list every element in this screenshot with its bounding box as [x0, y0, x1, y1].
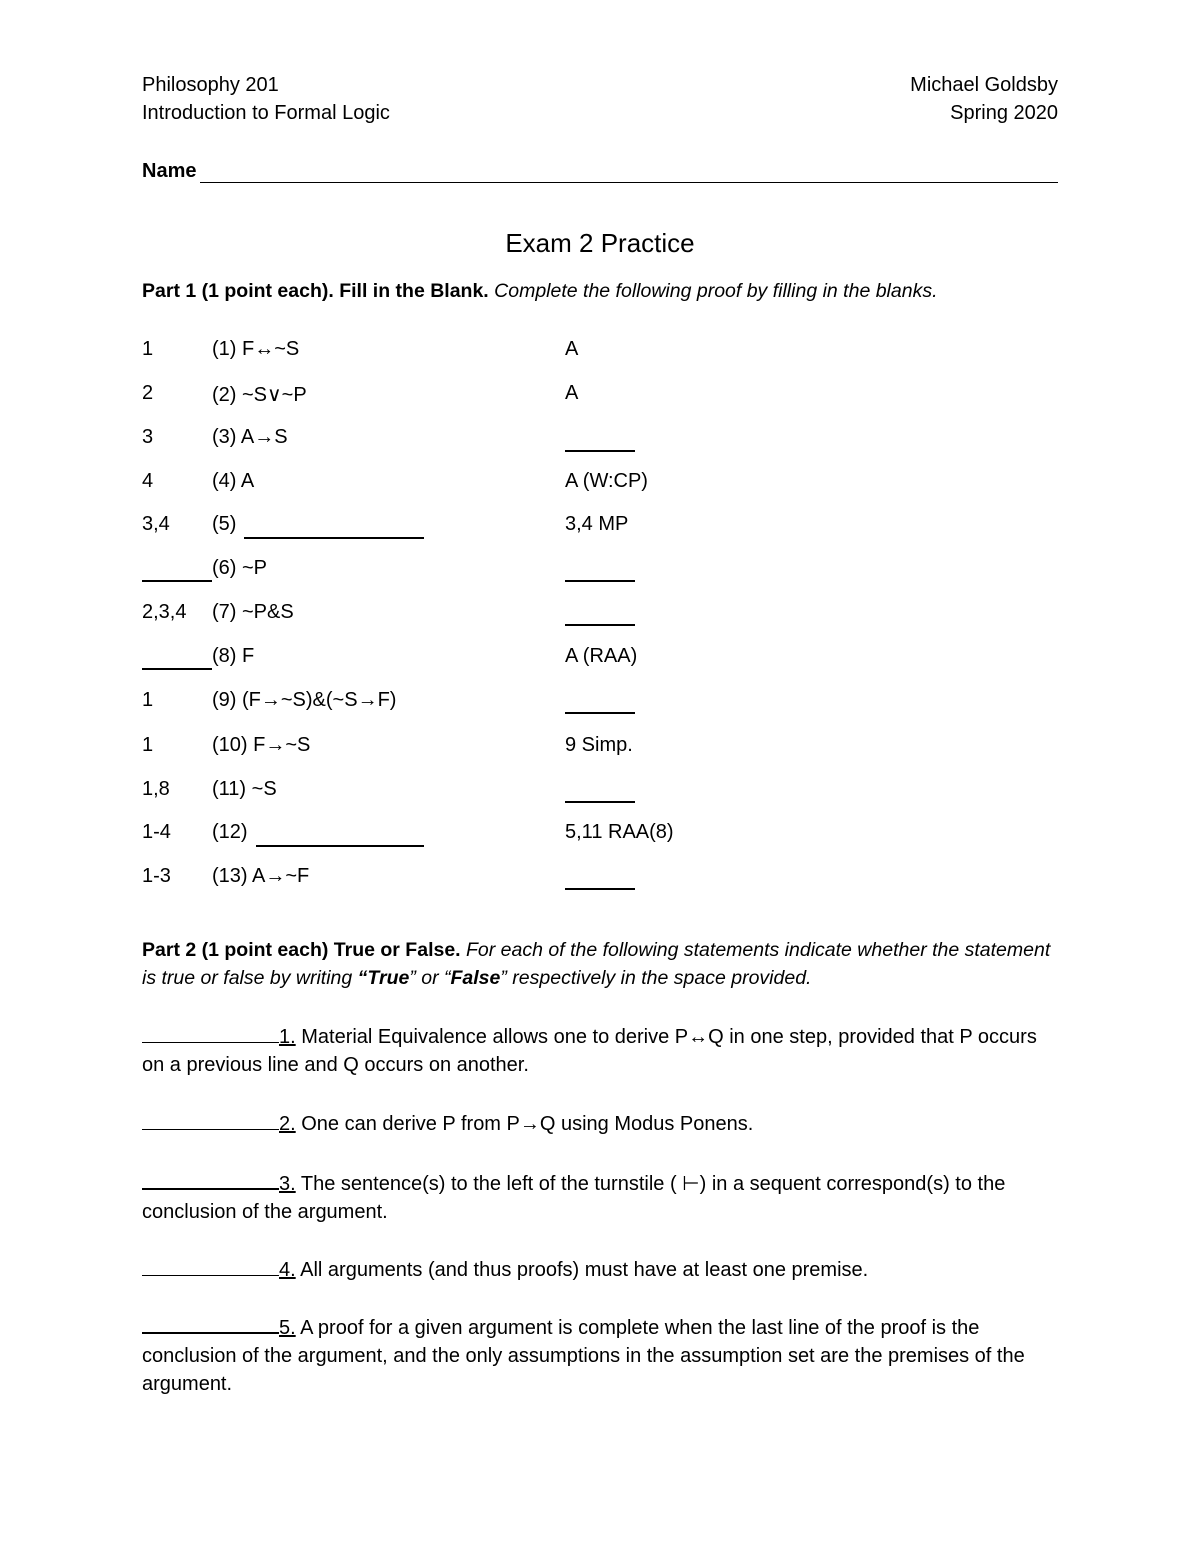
formula-blank[interactable]: [256, 825, 424, 847]
proof-justification: A (RAA): [565, 645, 638, 667]
true-word: “True: [357, 967, 410, 989]
proof-justification: A: [565, 338, 579, 360]
proof-justification: 5,11 RAA(8): [565, 821, 674, 843]
justification-blank[interactable]: [565, 430, 635, 452]
part1-instruction: Complete the following proof by filling in the blanks.: [494, 280, 938, 302]
tf-item: [142, 1110, 1057, 1138]
tf-item-text: A proof for a given argument is complete when the last line of the proof is the conclusion of the argument, and the only assumptions in the assumption set are the premises of the argument.: [142, 1317, 1025, 1395]
proof-deps: 2,3,4: [142, 601, 187, 623]
justification-blank[interactable]: [565, 560, 635, 582]
course-number: Philosophy 201: [142, 74, 279, 96]
page-title: Exam 2 Practice: [505, 228, 695, 258]
part2-heading-block: [142, 936, 1057, 992]
proof-formula: (11) ~S: [212, 778, 277, 800]
part1-heading-line: [142, 280, 938, 303]
proof-deps: 4: [142, 470, 154, 492]
proof-formula: (3) A→S: [212, 426, 288, 448]
term: Spring 2020: [950, 102, 1058, 124]
answer-blank[interactable]: [142, 1111, 279, 1130]
part2-heading: Part 2 (1 point each) True or False.: [142, 939, 461, 961]
proof-formula: (10) F→~S: [212, 734, 311, 756]
tf-item-number: 5.: [279, 1317, 296, 1339]
part2-instruction-end: ” respectively in the space provided.: [500, 967, 812, 989]
formula-blank[interactable]: [244, 517, 424, 539]
justification-blank[interactable]: [565, 604, 635, 626]
proof-deps: 2: [142, 382, 154, 404]
proof-formula: (7) ~P&S: [212, 601, 294, 623]
part2-instruction-text: For each of the following statements indicate whether the statement is true or false by writing: [142, 939, 1051, 989]
proof-deps: 1: [142, 338, 154, 360]
tf-item-number: 4.: [279, 1259, 296, 1281]
proof-deps: 1: [142, 734, 154, 756]
justification-blank[interactable]: [565, 868, 635, 890]
tf-item-text: One can derive P from P→Q using Modus Ponens.: [295, 1113, 754, 1135]
proof-formula: (2) ~S∨~P: [212, 384, 307, 406]
proof-deps: 1-4: [142, 821, 171, 843]
tf-item-text: All arguments (and thus proofs) must have at least one premise.: [295, 1259, 869, 1281]
instructor-name: Michael Goldsby: [910, 74, 1058, 96]
proof-formula: (1) F↔~S: [212, 338, 300, 360]
justification-blank[interactable]: [565, 692, 635, 714]
proof-deps: 3,4: [142, 513, 170, 535]
tf-item: [142, 1256, 1057, 1284]
proof-formula: (12): [212, 821, 248, 843]
tf-item-number: 1.: [279, 1026, 296, 1048]
tf-item-number: 3.: [279, 1173, 296, 1195]
proof-justification: 9 Simp.: [565, 734, 633, 756]
answer-blank[interactable]: [142, 1257, 279, 1276]
answer-blank[interactable]: [142, 1024, 279, 1043]
tf-item-text: The sentence(s) to the left of the turnstile ( ⊢) in a sequent correspond(s) to the conclusion of the argument.: [142, 1173, 1006, 1223]
answer-blank[interactable]: [142, 1170, 279, 1190]
tf-item: [142, 1314, 1057, 1398]
false-word: False: [450, 967, 501, 989]
proof-formula: (4) A: [212, 470, 255, 492]
part2-instruction-mid: ” or “: [409, 967, 451, 989]
name-label: Name: [142, 160, 197, 182]
proof-justification: A (W:CP): [565, 470, 648, 492]
proof-formula: (6) ~P: [212, 557, 268, 579]
course-title: Introduction to Formal Logic: [142, 102, 390, 124]
answer-blank[interactable]: [142, 1314, 279, 1334]
deps-blank[interactable]: [142, 560, 212, 582]
proof-justification: 3,4 MP: [565, 513, 629, 535]
proof-formula: (5): [212, 513, 237, 535]
name-blank[interactable]: [200, 182, 1058, 183]
proof-formula: (9) (F→~S)&(~S→F): [212, 689, 397, 711]
proof-deps: 1-3: [142, 865, 171, 887]
justification-blank[interactable]: [565, 781, 635, 803]
proof-deps: 1: [142, 689, 154, 711]
proof-formula: (13) A→~F: [212, 865, 310, 887]
part1-heading: Part 1 (1 point each). Fill in the Blank.: [142, 280, 489, 302]
proof-formula: (8) F: [212, 645, 255, 667]
tf-item-text: Material Equivalence allows one to derive P↔Q in one step, provided that P occurs on a previous line and Q occurs on another.: [142, 1026, 1037, 1076]
deps-blank[interactable]: [142, 648, 212, 670]
tf-item: [142, 1170, 1057, 1226]
proof-justification: A: [565, 382, 579, 404]
proof-deps: 3: [142, 426, 154, 448]
proof-deps: 1,8: [142, 778, 170, 800]
tf-item: [142, 1023, 1057, 1079]
tf-item-number: 2.: [279, 1113, 296, 1135]
